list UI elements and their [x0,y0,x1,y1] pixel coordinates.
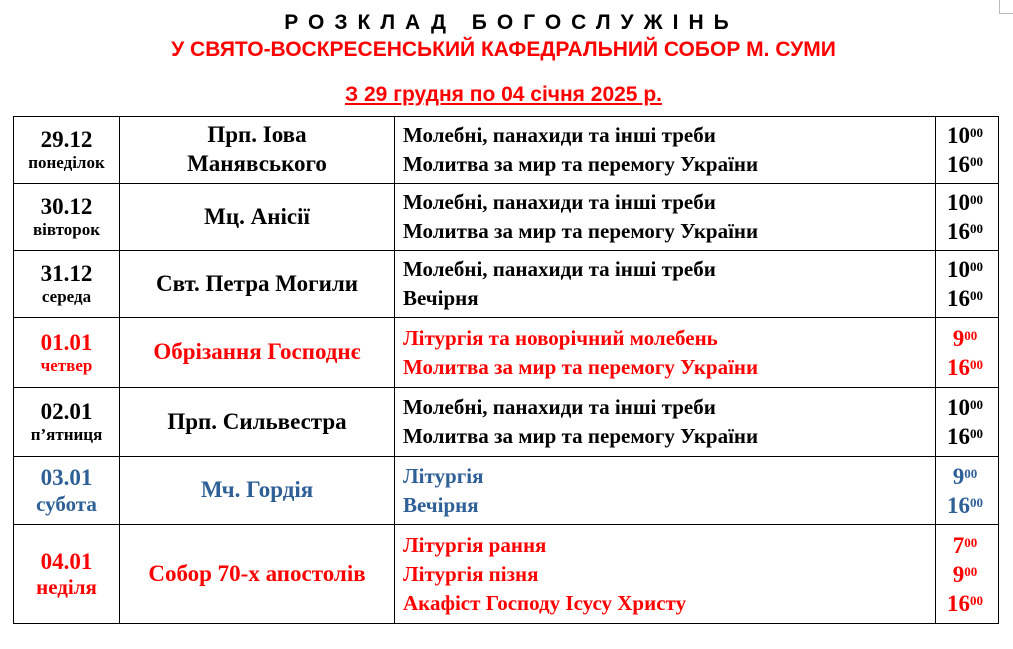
service-time: $9^{00}$ [952,325,978,351]
times-cell [936,525,999,624]
times-cell [936,388,999,457]
service-time: $10^{00}$ [947,123,983,148]
service-item: Літургія рання [403,532,547,557]
saint-cell [120,117,395,184]
times-cell [936,117,999,184]
services-cell [395,117,936,184]
service-time: $9^{00}$ [952,561,978,587]
times-cell [936,184,999,251]
service-item: Молебні, панахиди та інші треби [403,190,716,214]
schedule-period: З 29 грудня по 04 січня 2025 р. [345,83,662,106]
date-cell [14,251,120,318]
service-time: $10^{00}$ [947,190,983,215]
service-item: Молебні, панахиди та інші треби [403,123,716,147]
times-cell [936,457,999,525]
page-subtitle: У СВЯТО-ВОСКРЕСЕНСЬКИЙ КАФЕДРАЛЬНИЙ СОБОР М. СУМИ [171,38,836,61]
saint-name-line: Манявського [187,151,327,176]
schedule-table [13,116,999,624]
page-title: РОЗКЛАД БОГОСЛУЖІНЬ [284,11,739,34]
service-time: $10^{00}$ [947,395,983,420]
date-number: 04.01 [40,548,93,574]
date-number: 02.01 [40,399,93,424]
schedule-row [14,457,999,525]
schedule-row [14,388,999,457]
services-cell [395,184,936,251]
weekday: вівторок [32,220,101,240]
service-item: Молитва за мир та перемогу України [403,152,759,176]
service-time: $10^{00}$ [947,257,983,282]
times-cell [936,318,999,388]
service-time: $9^{00}$ [952,463,978,489]
saint-cell: Обрізання Господнє [120,318,395,388]
service-item: Молитва за мир та перемогу України [403,219,759,243]
weekday: понеділок [28,153,105,173]
service-item: Вечірня [403,286,479,310]
date-number: 01.01 [40,329,93,355]
weekday: п’ятниця [30,425,103,445]
service-item: Літургія та новорічний молебень [403,325,718,350]
schedule-row [14,251,999,318]
service-item: Літургія [403,463,484,488]
date-number: 03.01 [40,465,93,491]
schedule-row [14,525,999,624]
service-item: Молитва за мир та перемогу України [403,424,759,448]
date-cell [14,318,120,388]
services-cell [395,525,936,624]
date-number: 30.12 [40,194,93,219]
service-time: $16^{00}$ [947,286,983,311]
date-number: 29.12 [40,127,93,152]
service-time: $16^{00}$ [947,590,983,616]
schedule-row [14,184,999,251]
date-cell [14,184,120,251]
saint-cell: Свт. Петра Могили [120,251,395,318]
date-cell [14,388,120,457]
services-cell [395,388,936,457]
date-cell [14,525,120,624]
services-cell [395,251,936,318]
service-time: $16^{00}$ [947,424,983,449]
weekday: четвер [40,355,93,375]
date-cell [14,117,120,184]
service-item: Молебні, панахиди та інші треби [403,395,716,419]
schedule-row [14,117,999,184]
service-item: Молебні, панахиди та інші треби [403,257,716,281]
saint-cell: Мц. Анісії [120,184,395,251]
service-time: $7^{00}$ [952,532,978,558]
date-number: 31.12 [40,261,93,286]
service-time: $16^{00}$ [947,354,983,380]
times-cell [936,251,999,318]
service-time: $16^{00}$ [947,219,983,244]
weekday: субота [36,491,97,516]
service-item: Молитва за мир та перемогу України [403,354,759,379]
saint-cell: Собор 70-х апостолів [120,525,395,624]
saint-name-line: Прп. Іова [207,122,307,148]
saint-cell: Мч. Гордія [120,457,395,525]
weekday: середа [41,287,92,307]
date-cell [14,457,120,525]
saint-cell: Прп. Сильвестра [120,388,395,457]
services-cell [395,457,936,525]
service-item: Акафіст Господу Ісусу Христу [403,590,687,615]
services-cell [395,318,936,388]
service-time: $16^{00}$ [947,492,983,518]
service-item: Вечірня [403,492,479,517]
service-item: Літургія пізня [403,561,539,586]
schedule-row [14,318,999,388]
service-time: $16^{00}$ [947,152,983,177]
weekday: неділя [36,575,97,600]
